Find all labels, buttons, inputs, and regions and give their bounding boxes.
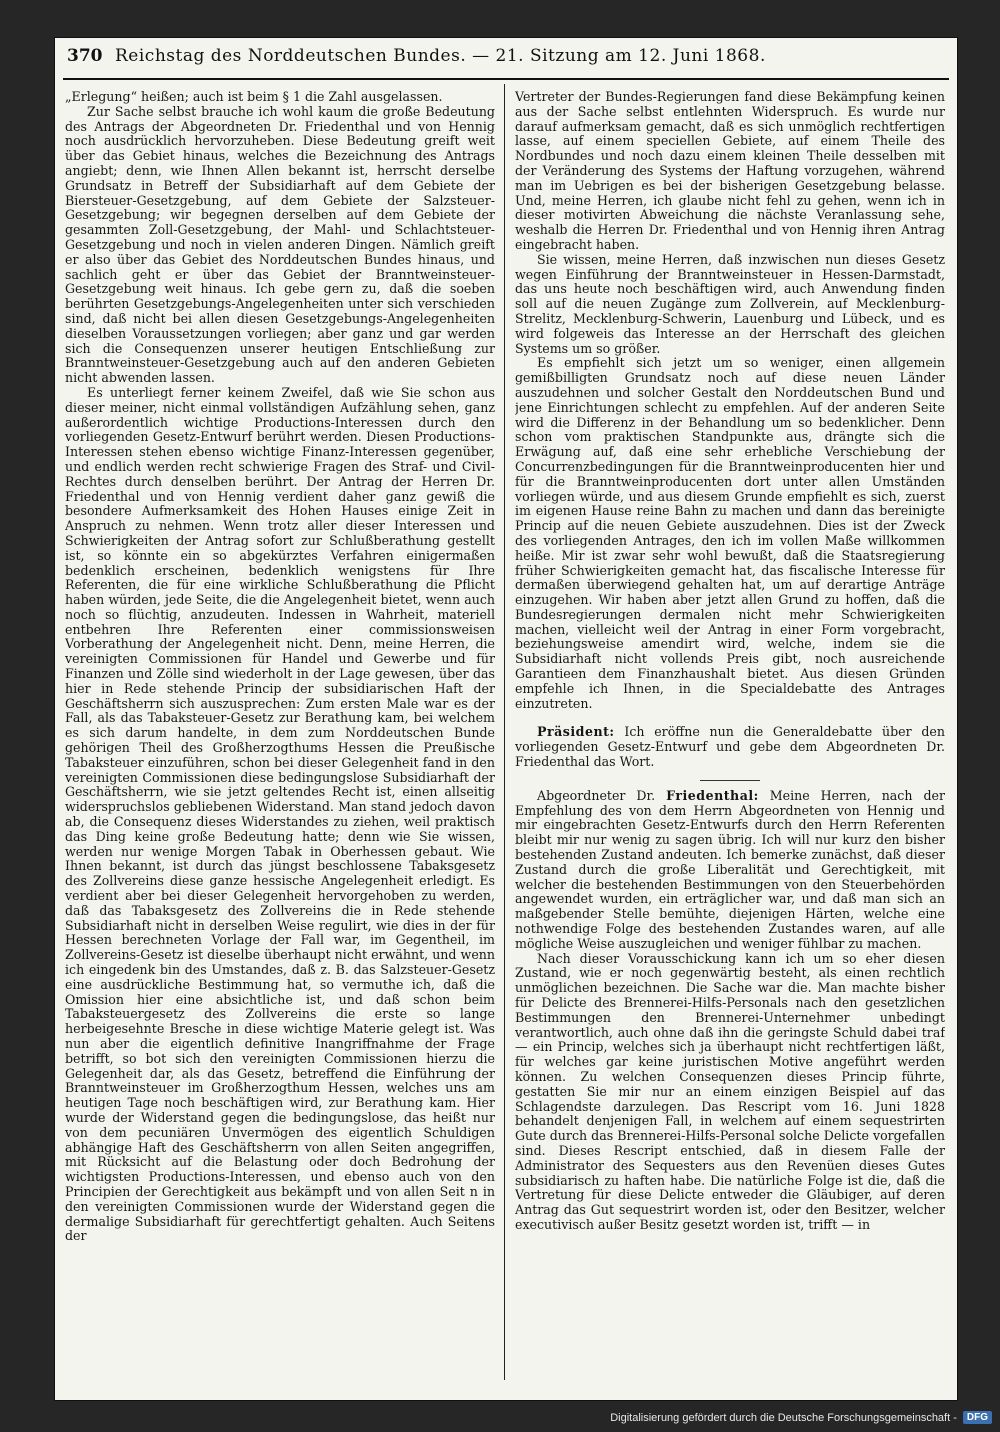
- column-divider: [504, 84, 505, 1380]
- paragraph: Sie wissen, meine Herren, daß inzwischen nun dieses Gesetz wegen Einführung der Branntweinsteuer in Hessen-Darmstadt, das uns heute noch beschäftigen wird, auch Anwendung finden soll auf die neuen Zugänge zum Zollverein, auf Mecklenburg-Strelitz, Mecklenburg-Schwerin, Lauenburg und Lübeck, und es wird folgeweis das Interesse an der Herrschaft des gleichen Systems um so größer.: [515, 251, 945, 356]
- speech-friedenthal: [515, 789, 945, 1233]
- right-column: [515, 90, 945, 1382]
- page-header: [67, 46, 945, 76]
- paragraph: „Erlegung“ heißen; auch ist beim § 1 die Zahl ausgelassen.: [65, 90, 443, 104]
- running-title: Reichstag des Norddeutschen Bundes. — 21. Sitzung am 12. Juni 1868.: [115, 46, 766, 66]
- page-number: 370: [67, 46, 103, 66]
- paragraph: Nach dieser Vorausschickung kann ich um so eher diesen Zustand, wie er noch gegenwärtig besteht, als einen rechtlich unmöglichen bezeichnen. Die Sache war die. Man machte bisher für Delicte des Brennerei-Hilfs-Personals nach den gesetzlichen Bestimmungen den Brennerei-Unternehmer unbedingt verantwortlich, auch ohne daß ihn die geringste Schuld dabei traf — ein Princip, welches sich ja überhaupt nicht rechtfertigen läßt, für welches gar keine juristischen Motive angeführt werden können. Zu welchen Consequenzen dieses Princip führte, gestatten Sie mir nur an einem einzigen Beispiel auf das Schlagendste darzulegen. Das Rescript vom 16. Juni 1828 behandelt denjenigen Fall, in welchem auf einem sequestrirten Gute durch das Brennerei-Hilfs-Personal solche Delicte vorgefallen sind. Dieses Rescript entschied, daß in diesem Falle der Administrator des Sequesters aus den Revenüen dieses Gutes subsidiarisch zu haften habe. Die natürliche Folge ist die, daß die Vertretung für diese Delicte entweder die Gläubiger, auf deren Antrag das Gut sequestrirt worden ist, oder den Besitzer, welcher executivisch außer Besitz gesetzt worden ist, trifft — in: [515, 950, 945, 1232]
- paragraph: Es unterliegt ferner keinem Zweifel, daß wie Sie schon aus dieser meiner, nicht einmal vollständigen Aufzählung sehen, ganz außerordentlich wichtige Productions-Interessen durch den vorliegenden Gesetz-Entwurf berührt werden. Diesen Productions-Interessen stehen ebenso wichtige Finanz-Interessen gegenüber, und endlich werden recht schwierige Fragen des Straf- und Civil-Rechtes durch denselben berührt. Der Antrag der Herren Dr. Friedenthal und von Hennig verdient daher ganz gewiß die besondere Aufmerksamkeit des Hohen Hauses einige Zeit in Anspruch zu nehmen. Wenn trotz aller dieser Interessen und Schwierigkeiten der Antrag sofort zur Schlußberathung gestellt ist, so könnte ein so abgekürztes Verfahren einigermaßen bedenklich erscheinen, bedenklich wenigstens für Ihre Referenten, die für eine wirkliche Schlußberathung die Pflicht haben würden, jede Seite, die die Angelegenheit bietet, wenn auch noch so flüchtig, anzudeuten. Indessen in Wahrheit, materiell entbehren Ihre Referenten einer commissionsweisen Vorberathung der Angelegenheit nicht. Denn, meine Herren, die vereinigten Commissionen für Handel und Gewerbe und für Finanzen und Zölle sind wiederholt in der Lage gewesen, über das hier in Rede stehende Princip der subsidiarischen Haft der Geschäftsherrn sich auszusprechen: Zum ersten Male war es der Fall, als das Tabaksteuer-Gesetz zur Berathung kam, bei welchem es sich darum handelte, in dem zum Norddeutschen Bunde gehörigen Theil des Großherzogthums Hessen die Preußische Tabaksteuer einzuführen, schon bei dieser Gelegenheit fand in den vereinigten Commissionen diese bedingungslose Subsidiarhaft der Geschäftsherrn, wie sie jetzt geltendes Recht ist, einen allseitig widerspruchslos gebliebenen Widerstand. Man stand jedoch davon ab, die Consequenz dieses Widerstandes zu ziehen, weil praktisch das Ding keine große Bedeutung hatte; denn wie Sie wissen, werden nur wenige Morgen Tabak in Oberhessen gebaut. Wie Ihnen bekannt, ist durch das jüngst beschlossene Tabaksgesetz des Zollvereins diese ganze hessische Angelegenheit erledigt. Es verdient aber bei dieser Gelegenheit hervorgehoben zu werden, daß das Tabaksgesetz des Zollvereins die in Rede stehende Subsidiarhaft nicht in derselben Weise regulirt, wie dies in der für Hessen berechneten Vorlage der Fall war, im Gegentheil, im Zollvereins-Gesetz ist dieselbe überhaupt nicht erwähnt, und wenn ich eingedenk bin des Umstandes, daß z. B. das Salzsteuer-Gesetz eine ausdrückliche Bestimmung hat, so vermuthe ich, daß die Omission hier eine absichtliche ist, und daß schon beim Tabaksteuergesetz des Zollvereins die erste so lange herbeigesehnte Bresche in diese wichtige Materie gelegt ist. Was nun aber die eigentlich definitive Inangriffnahme der Frage betrifft, so bot sich den vereinigten Commissionen hierzu die Gelegenheit dar, als das Gesetz, betreffend die Einführung der Branntweinsteuer im Großherzogthum Hessen, welches uns am heutigen Tage noch beschäftigen wird, zur Berathung kam. Hier wurde der Widerstand gegen die bedingungslose, das heißt nur von dem pecuniären Unvermögen des eigentlich Schuldigen abhängige Haft des Geschäftsherrn von allen Seiten angegriffen, mit Rücksicht auf die Belastung oder doch Bedrohung der wichtigsten Productions-Interessen, und ebenso auch von den Principien der Gerechtigkeit aus bekämpft und von allen Seit n in den vereinigten Commissionen wurde der Widerstand gegen die dermalige Subsidiarhaft für gerechtfertigt gehalten. Auch Seitens der: [65, 384, 495, 1244]
- newspaper-page: [55, 38, 957, 1400]
- speaker-name: Friedenthal:: [666, 787, 759, 803]
- credit-text: Digitalisierung gefördert durch die Deutsche Forschungsgemeinschaft -: [610, 1411, 957, 1424]
- speaker-label: Präsident:: [537, 724, 615, 740]
- left-column: [65, 90, 495, 1382]
- speech-text: Meine Herren, nach der Empfehlung des von dem Herrn Abgeordneten von Hennig und mir eingebrachten Gesetz-Entwurfs durch den Herrn Referenten bleibt mir nur wenig zu sagen übrig. Ich will nur kurz den bisher bestehenden Zustand andeuten. Ich bemerke zunächst, daß dieser Zustand durch die große Liberalität und Gerechtigkeit, mit welcher die bestehenden Bestimmungen von den Steuerbehörden angewendet wurden, ein erträglicher war, und daß man sich an maßgebender Stelle bemühte, diejenigen Härten, welche eine nothwendige Folge des bestehenden Zustandes waren, auf alle mögliche Weise auszugleichen und weniger fühlbar zu machen.: [515, 787, 945, 951]
- president-statement: [515, 725, 945, 769]
- paragraph: Zur Sache selbst brauche ich wohl kaum die große Bedeutung des Antrags der Abgeordneten Dr. Friedenthal und von Hennig noch ausdrücklich hervorzuheben. Diese Bedeutung greift weit über das Gebiet hinaus, welches die Bezeichnung des Antrags angiebt; denn, wie Ihnen Allen bekannt ist, herrscht derselbe Grundsatz in Betreff der Subsidiarhaft auf dem Gebiete der Biersteuer-Gesetzgebung, auf dem Gebiete der Salzsteuer-Gesetzgebung; wir begegnen derselben auf dem Gebiete der gesammten Zoll-Gesetzgebung, der Mahl- und Schlachtsteuer-Gesetzgebung und noch in vielen anderen Dingen. Nämlich greift er also über das Gebiet des Norddeutschen Bundes hinaus, und sachlich geht er über das Gebiet der Branntweinsteuer-Gesetzgebung weit hinaus. Ich gebe gern zu, daß die soeben berührten Gesetzgebungs-Angelegenheiten unter sich verschieden sind, daß nicht bei allen diesen Gesetzgebungs-Angelegenheiten dieselben Voraussetzungen vorliegen; aber ganz und gar werden sich die Consequenzen unserer heutigen Entschließung zur Branntweinsteuer-Gesetzgebung auch auf den anderen Gebieten nicht abwenden lassen.: [65, 103, 495, 386]
- paragraph: Es empfiehlt sich jetzt um so weniger, einen allgemein gemißbilligten Grundsatz noch auf diese neuen Länder auszudehnen und solcher Gestalt den Norddeutschen Bund und jene Einrichtungen schlecht zu empfehlen. Auf der anderen Seite wird die Differenz in der Behandlung um so bedenklicher. Denn schon vom praktischen Standpunkte aus, drängte sich die Erwägung auf, daß eine sehr erhebliche Verschiebung der Concurrenzbedingungen für die Branntweinproducenten hier und für die Branntweinproducenten dort unter allen Umständen vorliegen würde, und aus diesem Grunde empfiehlt es sich, zuerst im eigenen Hause reine Bahn zu machen und dann das bereinigte Princip auf die neuen Gebiete auszudehnen. Dies ist der Zweck des vorliegenden Antrages, den ich im vollen Maße willkommen heiße. Mir ist zwar sehr wohl bewußt, daß die Staatsregierung früher Schwierigkeiten gemacht hat, das fiscalische Interesse für dermaßen überwiegend gehalten hat, um auf derartige Anträge einzugehen. Wir haben aber jetzt allen Grund zu hoffen, daß die Bundesregierungen dermalen nicht mehr Schwierigkeiten machen, vielleicht weil der Antrag in einer Form vorgebracht, beziehungsweise amendirt wird, welche, indem sie die Subsidiarhaft nicht vollends Preis gibt, noch ausreichende Garantieen dem Finanzhaushalt bietet. Aus diesen Gründen empfehle ich Ihnen, in die Specialdebatte des Antrages einzutreten.: [515, 355, 945, 711]
- paragraph: Vertreter der Bundes-Regierungen fand diese Bekämpfung keinen aus der Sache selbst entlehnten Widerspruch. Es wurde nur darauf aufmerksam gemacht, daß es sich unmöglich rechtfertigen lasse, auf einem speciellen Gebiete, auf einem Theile des Nordbundes und noch dazu einem kleinen Theile desselben mit der Veränderung des Systems der Haftung vorzugehen, während man im Uebrigen es bei der bisherigen Gesetzgebung belasse. Und, meine Herren, ich glaube nicht fehl zu gehen, wenn ich in dieser motivirten Abweichung die nächste Veranlassung sehe, weshalb die Herren Dr. Friedenthal und von Hennig ihren Antrag eingebracht haben.: [515, 90, 945, 252]
- digitization-credit: [610, 1411, 992, 1424]
- statement-text: Ich eröffne nun die Generaldebatte über den vorliegenden Gesetz-Entwurf und gebe dem Abgeordneten Dr. Friedenthal das Wort.: [515, 724, 945, 770]
- speaker-prefix: Abgeordneter Dr.: [537, 787, 656, 803]
- section-rule: [700, 780, 760, 781]
- header-rule: [63, 78, 949, 80]
- dfg-logo: DFG: [963, 1411, 992, 1424]
